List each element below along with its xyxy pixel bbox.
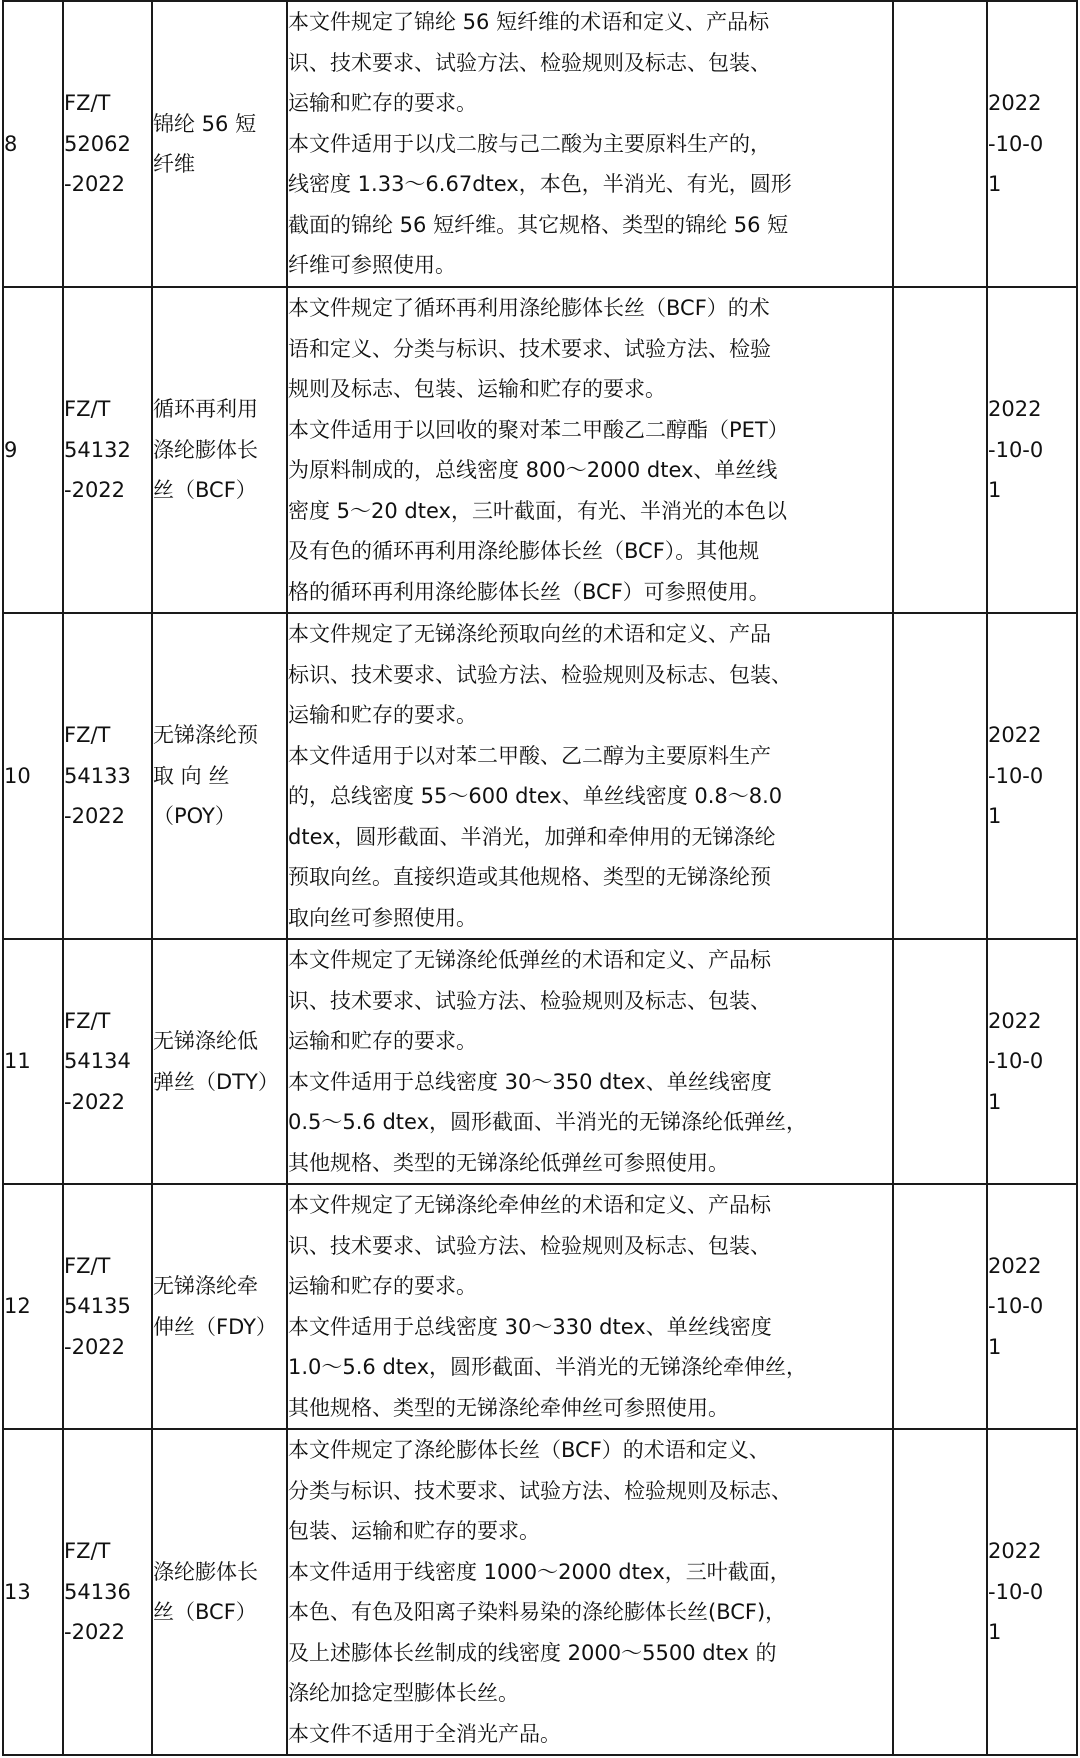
description-line: 1.0～5.6 dtex，圆形截面、半消光的无锑涤纶牵伸丝， — [288, 1355, 808, 1379]
description-line: 本文件规定了无锑涤纶低弹丝的术语和定义、产品标 — [288, 948, 771, 972]
date-line: -10-0 — [988, 131, 1044, 156]
implementation-date — [987, 1, 1077, 287]
description-line: 及有色的循环再利用涤纶膨体长丝（BCF）。其他规 — [288, 539, 760, 563]
description-line: 格的循环再利用涤纶膨体长丝（BCF）可参照使用。 — [288, 579, 770, 604]
standard-name — [152, 939, 287, 1184]
date-line: -10-0 — [988, 1579, 1044, 1604]
standard-code-line: -2022 — [64, 1620, 126, 1645]
description-line: 密度 5～20 dtex，三叶截面，有光、半消光的本色以 — [288, 498, 787, 523]
description-line: 及上述膨体长丝制成的线密度 2000～5500 dtex 的 — [288, 1640, 777, 1665]
description-line: 本文件规定了涤纶膨体长丝（BCF）的术语和定义、 — [288, 1438, 770, 1462]
standard-code-line: 54133 — [64, 763, 131, 788]
table-row — [3, 287, 1077, 613]
description-line: 语和定义、分类与标识、技术要求、试验方法、检验 — [288, 336, 771, 361]
standard-name-line: 无锑涤纶低 — [153, 1029, 258, 1053]
standard-name-line: （POY） — [153, 804, 236, 829]
standard-name-line: 无锑涤纶牵 — [153, 1274, 258, 1298]
empty-cell — [893, 1184, 987, 1429]
row-index-text: 11 — [4, 1049, 31, 1074]
description-line: 运输和贮存的要求。 — [288, 1029, 477, 1053]
description-line: 本文件规定了无锑涤纶牵伸丝的术语和定义、产品标 — [288, 1193, 771, 1217]
description-line: 本文件适用于总线密度 30～350 dtex、单丝线密度 — [288, 1069, 772, 1094]
standard-code-line: -2022 — [64, 1334, 126, 1359]
description-line: 为原料制成的，总线密度 800～2000 dtex、单丝线 — [288, 458, 778, 482]
date-line: 2022 — [988, 1253, 1042, 1278]
standard-name-line: 丝（BCF） — [153, 1600, 257, 1624]
date-line: 1 — [988, 172, 1002, 197]
empty-cell — [893, 939, 987, 1184]
table-row — [3, 613, 1077, 939]
description-line: 标识、技术要求、试验方法、检验规则及标志、包装、 — [288, 662, 792, 687]
standard-code-line: FZ/T — [64, 91, 111, 116]
standard-name — [152, 287, 287, 613]
date-line: 2022 — [988, 723, 1042, 748]
row-index-text: 12 — [4, 1294, 31, 1319]
description-line: 取向丝可参照使用。 — [288, 905, 477, 930]
description-line: 的，总线密度 55～600 dtex、单丝线密度 0.8～8.0 — [288, 784, 783, 808]
standard-name-line: 丝（BCF） — [153, 478, 257, 503]
description-line: 纤维可参照使用。 — [288, 253, 456, 278]
standards-table — [2, 0, 1078, 1756]
description-line: 截面的锦纶 56 短纤维。其它规格、类型的锦纶 56 短 — [288, 212, 789, 237]
date-line: 2022 — [988, 1539, 1042, 1564]
description-line: 本文件适用于以对苯二甲酸、乙二醇为主要原料生产 — [288, 743, 771, 768]
description-line: 包装、运输和贮存的要求。 — [288, 1519, 540, 1543]
date-line: 1 — [988, 478, 1002, 503]
date-line: 2022 — [988, 91, 1042, 116]
row-index — [3, 939, 63, 1184]
implementation-date — [987, 939, 1077, 1184]
table-body — [3, 1, 1077, 1755]
standard-code — [63, 1184, 152, 1429]
standard-description — [287, 1429, 893, 1755]
standard-code — [63, 1, 152, 287]
row-index-text: 13 — [4, 1579, 31, 1604]
standard-name-line: 纤维 — [153, 152, 195, 176]
standard-code-line: FZ/T — [64, 723, 111, 748]
standard-code-line: 54136 — [64, 1579, 131, 1604]
description-line: 本色、有色及阳离子染料易染的涤纶膨体长丝(BCF)， — [288, 1600, 787, 1624]
standard-code-line: FZ/T — [64, 1008, 111, 1033]
row-index — [3, 613, 63, 939]
standard-name-line: 涤纶膨体长 — [153, 1559, 258, 1584]
standard-code — [63, 287, 152, 613]
date-line: -10-0 — [988, 1294, 1044, 1319]
implementation-date — [987, 1429, 1077, 1755]
date-line: 1 — [988, 1620, 1002, 1645]
standard-code-line: FZ/T — [64, 397, 111, 422]
date-line: -10-0 — [988, 763, 1044, 788]
description-line: 识、技术要求、试验方法、检验规则及标志、包装、 — [288, 1233, 771, 1258]
table-row — [3, 1184, 1077, 1429]
description-line: 本文件适用于以回收的聚对苯二甲酸乙二醇酯（PET） — [288, 417, 789, 442]
description-line: 其他规格、类型的无锑涤纶低弹丝可参照使用。 — [288, 1150, 729, 1175]
standard-name — [152, 613, 287, 939]
description-line: 运输和贮存的要求。 — [288, 91, 477, 116]
date-line: 1 — [988, 804, 1002, 829]
description-line: 分类与标识、技术要求、试验方法、检验规则及标志、 — [288, 1478, 792, 1503]
row-index-text: 10 — [4, 763, 31, 788]
description-line: 本文件适用于以戊二胺与己二酸为主要原料生产的， — [288, 131, 771, 156]
description-line: 本文件适用于线密度 1000～2000 dtex，三叶截面， — [288, 1559, 791, 1584]
description-line: 本文件适用于总线密度 30～330 dtex、单丝线密度 — [288, 1314, 772, 1339]
date-line: -10-0 — [988, 437, 1044, 462]
standard-code-line: 54134 — [64, 1049, 131, 1074]
row-index-text: 9 — [4, 437, 18, 462]
description-line: 识、技术要求、试验方法、检验规则及标志、包装、 — [288, 50, 771, 75]
standard-description — [287, 1184, 893, 1429]
standard-name-line: 循环再利用 — [153, 397, 258, 422]
description-line: 本文件不适用于全消光产品。 — [288, 1721, 561, 1746]
description-line: 线密度 1.33～6.67dtex，本色，半消光、有光，圆形 — [288, 172, 792, 197]
standard-code-line: FZ/T — [64, 1253, 111, 1278]
description-line: 涤纶加捻定型膨体长丝。 — [288, 1681, 519, 1705]
description-line: 本文件规定了无锑涤纶预取向丝的术语和定义、产品 — [288, 622, 771, 646]
empty-cell — [893, 287, 987, 613]
standard-name — [152, 1184, 287, 1429]
standard-description — [287, 939, 893, 1184]
standard-name-line: 无锑涤纶预 — [153, 723, 258, 748]
standard-name — [152, 1, 287, 287]
standard-description — [287, 613, 893, 939]
standard-code — [63, 939, 152, 1184]
implementation-date — [987, 613, 1077, 939]
row-index — [3, 1429, 63, 1755]
empty-cell — [893, 613, 987, 939]
description-line: 运输和贮存的要求。 — [288, 1274, 477, 1298]
row-index — [3, 287, 63, 613]
description-line: 预取向丝。直接织造或其他规格、类型的无锑涤纶预 — [288, 865, 771, 889]
description-line: 识、技术要求、试验方法、检验规则及标志、包装、 — [288, 988, 771, 1013]
standard-code-line: -2022 — [64, 172, 126, 197]
standard-code-line: 52062 — [64, 131, 131, 156]
row-index-text: 8 — [4, 131, 18, 156]
standard-name-line: 锦纶 56 短 — [153, 111, 257, 136]
description-line: 本文件规定了锦纶 56 短纤维的术语和定义、产品标 — [288, 10, 770, 35]
description-line: dtex，圆形截面、半消光，加弹和牵伸用的无锑涤纶 — [288, 824, 776, 849]
description-line: 0.5～5.6 dtex，圆形截面、半消光的无锑涤纶低弹丝， — [288, 1110, 808, 1134]
standard-code-line: -2022 — [64, 1089, 126, 1114]
date-line: 1 — [988, 1334, 1002, 1359]
table-row — [3, 1, 1077, 287]
standard-name-line: 弹丝（DTY） — [153, 1069, 279, 1094]
standard-name — [152, 1429, 287, 1755]
date-line: 2022 — [988, 1008, 1042, 1033]
standard-name-line: 取 向 丝 — [153, 763, 230, 788]
standard-description — [287, 287, 893, 613]
implementation-date — [987, 287, 1077, 613]
table-row — [3, 939, 1077, 1184]
row-index — [3, 1184, 63, 1429]
description-line: 其他规格、类型的无锑涤纶牵伸丝可参照使用。 — [288, 1395, 729, 1420]
standard-description — [287, 1, 893, 287]
date-line: -10-0 — [988, 1049, 1044, 1074]
description-line: 规则及标志、包装、运输和贮存的要求。 — [288, 377, 666, 401]
description-line: 本文件规定了循环再利用涤纶膨体长丝（BCF）的术 — [288, 296, 770, 320]
description-line: 运输和贮存的要求。 — [288, 703, 477, 727]
date-line: 1 — [988, 1089, 1002, 1114]
empty-cell — [893, 1429, 987, 1755]
standard-name-line: 涤纶膨体长 — [153, 437, 258, 462]
standard-name-line: 伸丝（FDY） — [153, 1314, 277, 1339]
standard-code-line: -2022 — [64, 804, 126, 829]
table-row — [3, 1429, 1077, 1755]
empty-cell — [893, 1, 987, 287]
row-index — [3, 1, 63, 287]
date-line: 2022 — [988, 397, 1042, 422]
standard-code-line: -2022 — [64, 478, 126, 503]
standard-code-line: 54135 — [64, 1294, 131, 1319]
standard-code-line: FZ/T — [64, 1539, 111, 1564]
standard-code — [63, 1429, 152, 1755]
standard-code-line: 54132 — [64, 437, 131, 462]
implementation-date — [987, 1184, 1077, 1429]
standard-code — [63, 613, 152, 939]
